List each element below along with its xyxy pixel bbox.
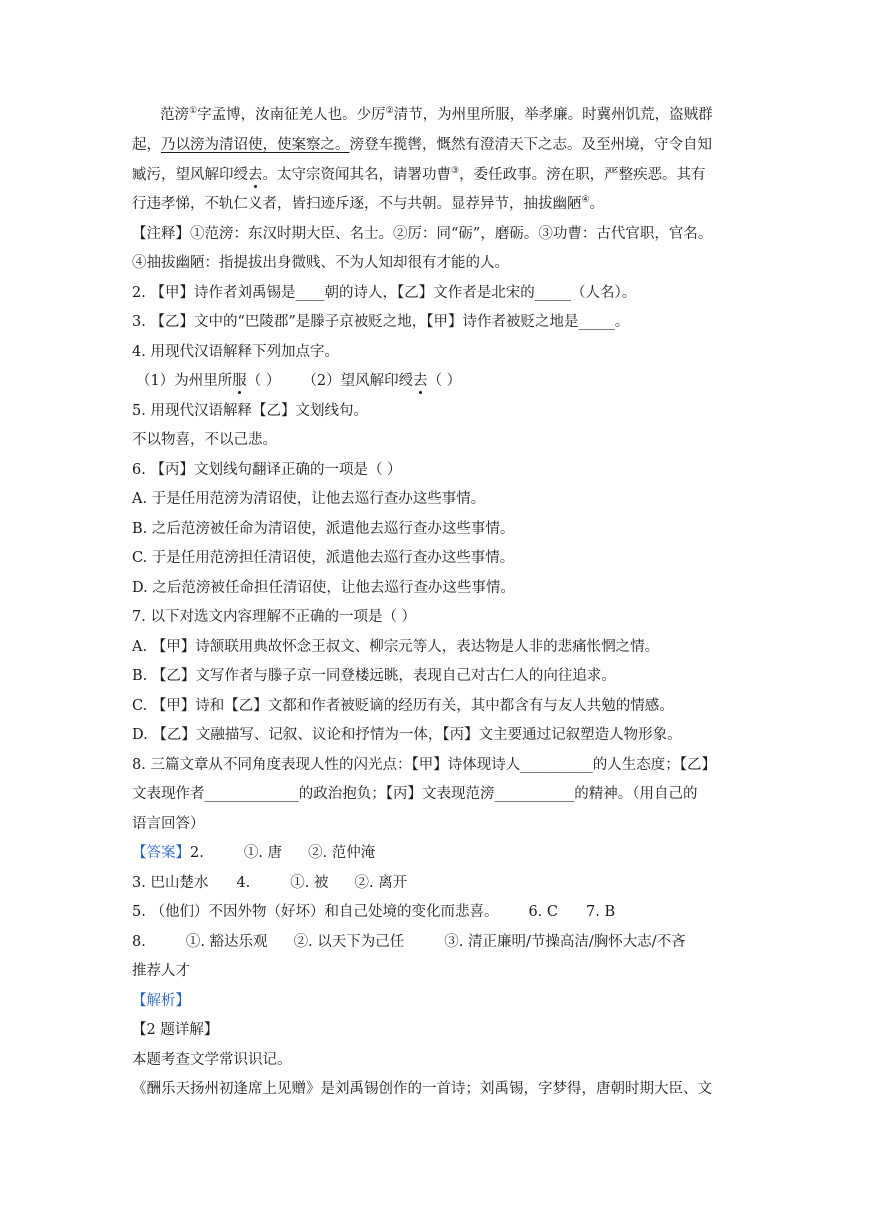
question-2: 2. 【甲】诗作者刘禹锡是____朝的诗人，【乙】文作者是北宋的_____（人名）。 [132, 285, 637, 301]
analysis-subheading: 【2 题详解】 [132, 1022, 219, 1038]
question-3: 3. 【乙】文中的“巴陵郡”是滕子京被贬之地，【甲】诗作者被贬之地是_____。 [132, 314, 630, 330]
question-4: 4. 用现代汉语解释下列加点字。 [132, 344, 339, 360]
answer-line: 【答案】2. ①. 唐 ②. 范仲淹 [132, 845, 376, 861]
question-6: 6. 【丙】文划线句翻译正确的一项是（ ） [132, 462, 402, 478]
question-8: 文表现作者_____________的政治抱负；【丙】文表现范滂___________的精神。（用自己的 [132, 786, 698, 802]
passage-line: 起，乃以滂为清诏使，使案察之。滂登车揽辔，慨然有澄清天下之志。及至州境，守令自知 [132, 137, 712, 153]
question-8: 8. 三篇文章从不同角度表现人性的闪光点：【甲】诗体现诗人__________的人生态度；【乙】 [132, 757, 716, 773]
option: C. 【甲】诗和【乙】文都和作者被贬谪的经历有关，其中都含有与友人共勉的情感。 [132, 698, 674, 714]
passage-line: 行违孝悌，不轨仁义者，皆扫迹斥逐，不与共朝。显荐异节，抽拔幽陋④。 [132, 195, 605, 212]
option: A. 于是任用范滂为清诏使，让他去巡行查办这些事情。 [132, 491, 486, 507]
option: B. 【乙】文写作者与滕子京一同登楼远眺，表现自己对古仁人的向往追求。 [132, 668, 616, 684]
dotted-character: 去 [248, 167, 263, 183]
answer-line: 推荐人才 [132, 963, 190, 979]
answer-line: 8. ①. 豁达乐观 ②. 以天下为己任 ③. 清正廉明/节操高洁/胸怀大志/不吝 [132, 934, 686, 950]
option: B. 之后范滂被任命为清诏使，派遣他去巡行查办这些事情。 [132, 521, 515, 537]
question-7: 7. 以下对选文内容理解不正确的一项是（ ） [132, 609, 417, 625]
analysis-label: 【解析】 [132, 993, 190, 1009]
passage-line: 范滂①字孟博，汝南征羌人也。少厉②清节，为州里所服，举孝廉。时冀州饥荒，盗贼群 [160, 106, 713, 123]
analysis-line: 本题考查文学常识识记。 [132, 1052, 292, 1068]
question-5-sentence: 不以物喜，不以己悲。 [132, 432, 277, 448]
underlined-sentence: 乃以滂为清诏使，使案察之。 [161, 137, 350, 153]
passage-line: 臧污，望风解印绶去。太守宗资闻其名，请署功曹③，委任政事。滂在职，严整疾恶。其有 [132, 166, 706, 183]
answer-label: 【答案】 [132, 845, 190, 861]
option: D. 之后范滂被任命担任清诏使，让他去巡行查办这些事情。 [132, 580, 515, 596]
answer-line: 3. 巴山楚水 4. ①. 被 ②. 离开 [132, 875, 408, 891]
analysis-line: 《酬乐天扬州初逢席上见赠》是刘禹锡创作的一首诗；刘禹锡，字梦得，唐朝时期大臣、文 [132, 1081, 712, 1097]
question-5: 5. 用现代汉语解释【乙】文划线句。 [132, 403, 368, 419]
notes-line: 【注释】①范滂：东汉时期大臣、名士。②厉：同“砺”，磨砺。③功曹：古代官职，官名。 [132, 226, 713, 242]
notes-line: ④抽拔幽陋：指提拔出身微贱、不为人知却很有才能的人。 [132, 255, 509, 271]
question-4-items: （1）为州里所服（ ） （2）望风解印绶去（ ） [136, 373, 462, 389]
option: A. 【甲】诗颔联用典故怀念王叔文、柳宗元等人，表达物是人非的悲痛怅惘之情。 [132, 639, 660, 655]
option: D. 【乙】文融描写、记叙、议论和抒情为一体，【丙】文主要通过记叙塑造人物形象。 [132, 727, 682, 743]
dotted-character: 服 [232, 373, 247, 389]
option: C. 于是任用范滂担任清诏使，派遣他去巡行查办这些事情。 [132, 550, 515, 566]
dotted-character: 去 [413, 373, 428, 389]
question-8: 语言回答） [132, 816, 205, 832]
answer-line: 5. （他们）不因外物（好坏）和自己处境的变化而悲喜。 6. C 7. B [132, 904, 616, 920]
